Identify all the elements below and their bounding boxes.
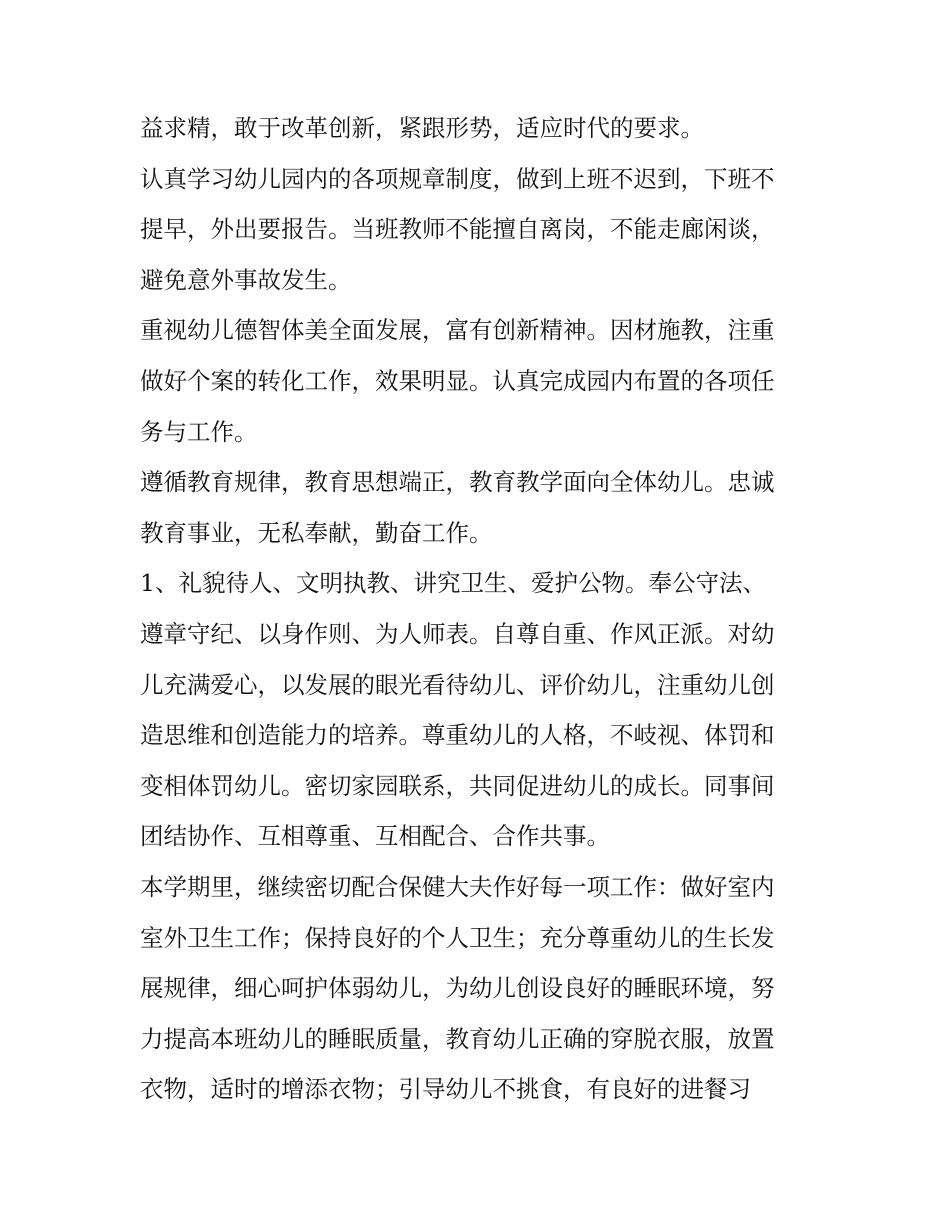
text-line: 展规律，细心呵护体弱幼儿，为幼儿创设良好的睡眠环境，努 — [140, 974, 775, 1003]
text-line: 教育事业，无私奉献，勤奋工作。 — [140, 518, 493, 547]
text-line: 本学期里，继续密切配合保健大夫作好每一项工作：做好室内 — [140, 872, 775, 901]
text-line: 重视幼儿德智体美全面发展，富有创新精神。因材施教，注重 — [140, 316, 775, 345]
text-line: 认真学习幼儿园内的各项规章制度，做到上班不迟到，下班不 — [140, 164, 775, 193]
text-line: 室外卫生工作；保持良好的个人卫生；充分尊重幼儿的生长发 — [140, 923, 775, 952]
text-line: 团结协作、互相尊重、互相配合、合作共事。 — [140, 822, 610, 851]
document-body — [140, 103, 812, 1115]
text-line: 儿充满爱心，以发展的眼光看待幼儿、评价幼儿，注重幼儿创 — [140, 670, 775, 699]
text-line: 做好个案的转化工作，效果明显。认真完成园内布置的各项任 — [140, 366, 775, 395]
text-line: 造思维和创造能力的培养。尊重幼儿的人格，不岐视、体罚和 — [140, 721, 775, 750]
text-line: 力提高本班幼儿的睡眠质量，教育幼儿正确的穿脱衣服，放置 — [140, 1024, 775, 1053]
text-line: 遵章守纪、以身作则、为人师表。自尊自重、作风正派。对幼 — [140, 619, 775, 648]
text-line: 提早，外出要报告。当班教师不能擅自离岗，不能走廊闲谈， — [140, 215, 775, 244]
text-line: 1、礼貌待人、文明执教、讲究卫生、爱护公物。奉公守法、 — [140, 569, 766, 598]
text-line: 变相体罚幼儿。密切家园联系，共同促进幼儿的成长。同事间 — [140, 771, 775, 800]
text-line: 衣物，适时的增添衣物；引导幼儿不挑食，有良好的进餐习 — [140, 1075, 751, 1104]
text-line: 避免意外事故发生。 — [140, 265, 352, 294]
text-line: 益求精，敢于改革创新，紧跟形势，适应时代的要求。 — [140, 114, 704, 142]
text-line: 遵循教育规律，教育思想端正，教育教学面向全体幼儿。忠诚 — [140, 468, 775, 497]
text-line: 务与工作。 — [140, 417, 258, 446]
